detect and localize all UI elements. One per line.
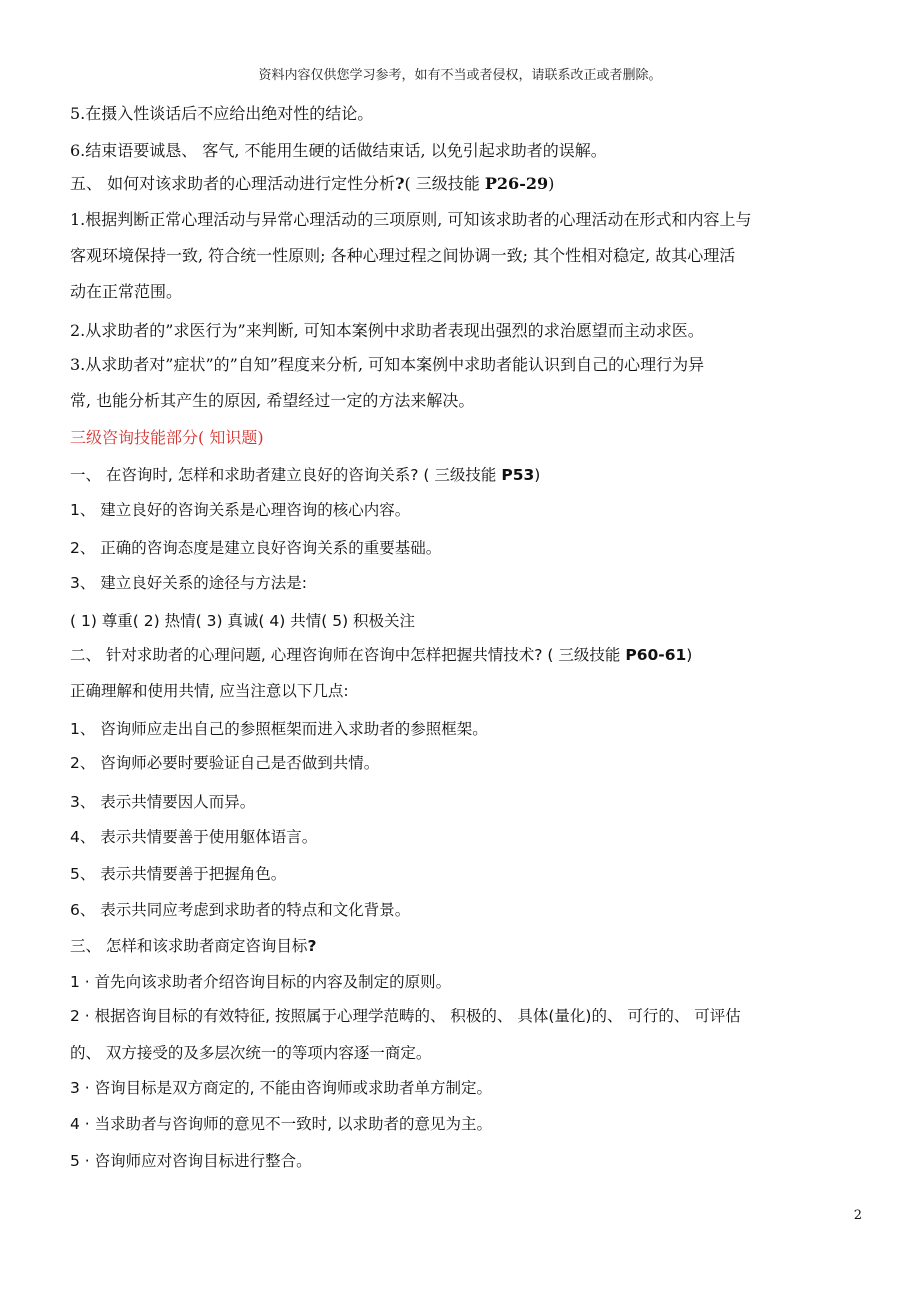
text-line: ( 1) 尊重( 2) 热情( 3) 真诚( 4) 共情( 5) 积极关注 <box>70 612 416 630</box>
text-line: 2.从求助者的”求医行为”来判断, 可知本案例中求助者表现出强烈的求治愿望而主动求医。 <box>70 321 704 340</box>
text-line: 客观环境保持一致, 符合统一性原则; 各种心理过程之间协调一致; 其个性相对稳定, 故其心理活 <box>70 246 736 265</box>
bold-segment: P53 <box>501 466 535 484</box>
text-line: 2、 咨询师必要时要验证自己是否做到共情。 <box>70 754 380 772</box>
bold-segment: P26-29 <box>484 174 549 193</box>
text-segment: 五、 如何对该求助者的心理活动进行定性分析 <box>70 174 396 193</box>
text-line: 正确理解和使用共情, 应当注意以下几点: <box>70 682 349 700</box>
text-segment: ) <box>534 466 541 484</box>
text-line: 1、 咨询师应走出自己的参照框架而进入求助者的参照框架。 <box>70 720 488 738</box>
text-line: 1、 建立良好的咨询关系是心理咨询的核心内容。 <box>70 501 411 519</box>
bold-segment: ? <box>395 174 405 193</box>
text-line: 6.结束语要诚恳、 客气, 不能用生硬的话做结束话, 以免引起求助者的误解。 <box>70 141 607 160</box>
text-line: 5.在摄入性谈话后不应给出绝对性的结论。 <box>70 104 374 123</box>
text-line: 3.从求助者对”症状”的”自知”程度来分析, 可知本案例中求助者能认识到自己的心理行为异 <box>70 355 705 374</box>
text-segment: ( 三级技能 <box>404 174 485 193</box>
text-line: 2、 正确的咨询态度是建立良好咨询关系的重要基础。 <box>70 539 442 557</box>
text-line: 1.根据判断正常心理活动与异常心理活动的三项原则, 可知该求助者的心理活动在形式和内容上与 <box>70 210 752 229</box>
text-line: 动在正常范围。 <box>70 282 183 301</box>
text-segment: ) <box>548 174 555 193</box>
text-line: 三级咨询技能部分( 知识题) <box>70 428 264 447</box>
text-segment: 一、 在咨询时, 怎样和求助者建立良好的咨询关系? ( 三级技能 <box>70 466 502 484</box>
bold-segment: ? <box>307 937 317 955</box>
text-line: 4、 表示共情要善于使用躯体语言。 <box>70 828 318 846</box>
page-header-notice: 资料内容仅供您学习参考，如有不当或者侵权，请联系改正或者删除。 <box>258 68 662 83</box>
text-line: 1 · 首先向该求助者介绍咨询目标的内容及制定的原则。 <box>70 973 452 991</box>
text-line: 2 · 根据咨询目标的有效特征, 按照属于心理学范畴的、 积极的、 具体(量化)的、 可行的、 可评估 <box>70 1007 741 1025</box>
text-line: 常, 也能分析其产生的原因, 希望经过一定的方法来解决。 <box>70 391 475 410</box>
text-line: 3 · 咨询目标是双方商定的, 不能由咨询师或求助者单方制定。 <box>70 1079 492 1097</box>
text-line: 3、 建立良好关系的途径与方法是: <box>70 574 308 592</box>
text-segment: ) <box>686 646 693 664</box>
bold-segment: P60-61 <box>625 646 687 664</box>
text-line: 5、 表示共情要善于把握角色。 <box>70 865 287 883</box>
text-line: 4 · 当求助者与咨询师的意见不一致时, 以求助者的意见为主。 <box>70 1115 492 1133</box>
text-line <box>70 645 692 665</box>
text-segment: 三、 怎样和该求助者商定咨询目标 <box>70 937 308 955</box>
text-line <box>70 936 316 956</box>
text-line <box>70 465 540 485</box>
page-number: 2 <box>853 1208 862 1223</box>
text-line: 6、 表示共同应考虑到求助者的特点和文化背景。 <box>70 901 411 919</box>
text-line <box>70 174 554 194</box>
text-line: 5 · 咨询师应对咨询目标进行整合。 <box>70 1152 312 1170</box>
text-line: 的、 双方接受的及多层次统一的等项内容逐一商定。 <box>70 1044 432 1062</box>
text-segment: 二、 针对求助者的心理问题, 心理咨询师在咨询中怎样把握共情技术? ( 三级技能 <box>70 646 626 664</box>
text-line: 3、 表示共情要因人而异。 <box>70 793 256 811</box>
